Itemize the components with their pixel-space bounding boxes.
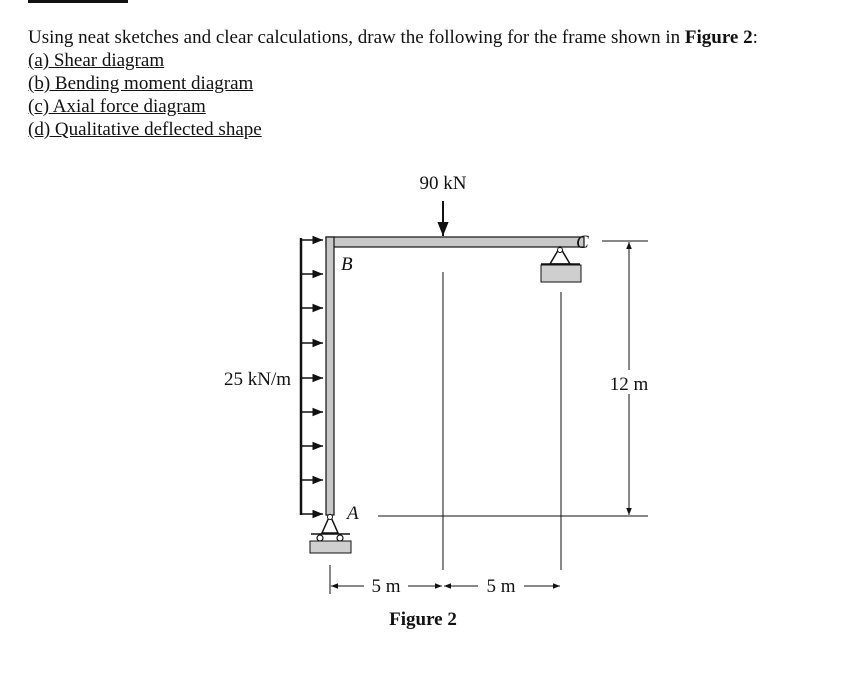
beam-bc — [326, 237, 584, 247]
pin-circle — [558, 248, 563, 253]
column-ab — [326, 237, 334, 515]
intro-text: Using neat sketches and clear calculations, draw the following for the frame shown in — [28, 27, 685, 48]
dim-left-label: 5 m — [371, 576, 401, 597]
joint-label-c: C — [576, 232, 589, 253]
point-load-label: 90 kN — [419, 173, 467, 194]
ground-block — [541, 265, 581, 282]
figure-caption: Figure 2 — [389, 609, 457, 630]
roller-wheel — [317, 535, 323, 541]
joint-label-a: A — [347, 503, 359, 524]
item-bending-moment-diagram: (b) Bending moment diagram — [28, 73, 254, 94]
pin-circle — [328, 515, 333, 520]
item-shear-diagram: (a) Shear diagram — [28, 50, 165, 71]
joint-label-b: B — [341, 254, 353, 275]
corner-joint-b — [327, 238, 333, 246]
item-deflected-shape: (d) Qualitative deflected shape — [28, 119, 262, 140]
dim-right-label: 5 m — [486, 576, 516, 597]
ground-block — [310, 541, 351, 553]
roller-support-a — [310, 515, 351, 554]
distributed-load-arrows — [301, 238, 323, 515]
intro-end: : — [752, 27, 758, 48]
figure-reference: Figure 2 — [684, 27, 753, 48]
pin-support-c — [541, 247, 581, 282]
item-axial-force-diagram: (c) Axial force diagram — [28, 96, 206, 117]
distributed-load-label: 25 kN/m — [223, 369, 291, 390]
dim-height-label: 12 m — [609, 374, 649, 395]
roller-wheel — [337, 535, 343, 541]
